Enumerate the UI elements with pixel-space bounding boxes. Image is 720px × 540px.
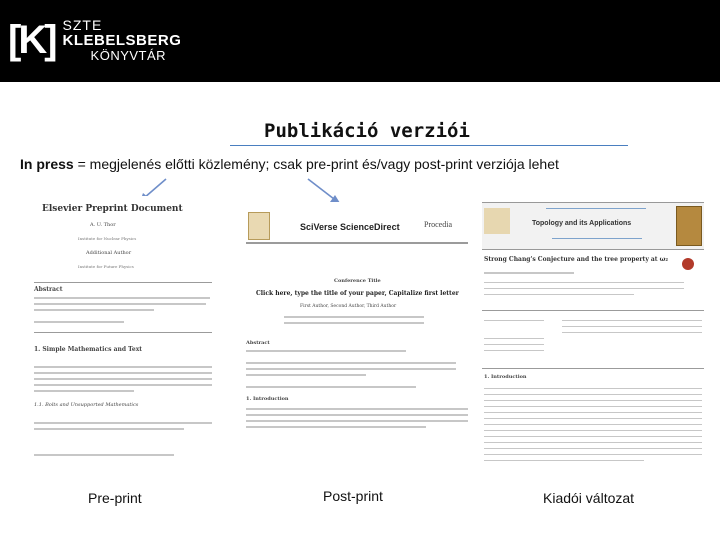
text-line <box>34 428 184 430</box>
text-line <box>34 366 212 368</box>
publisher-section-1: 1. Introduction <box>484 374 527 380</box>
rule <box>34 282 212 283</box>
text-line <box>246 350 406 352</box>
preprint-section-1: 1. Simple Mathematics and Text <box>34 346 143 353</box>
subtitle-definition: = megjelenés előtti közlemény; csak pre-print és/vagy post-print verziója lehet <box>73 156 559 172</box>
text-line <box>484 424 702 425</box>
publisher-paper-title: Strong Chang's Conjecture and the tree property at ω₂ <box>484 256 668 263</box>
rule <box>482 310 704 311</box>
text-line <box>34 378 212 380</box>
text-line <box>484 448 702 449</box>
postprint-abstract-heading: Abstract <box>246 340 270 346</box>
text-line <box>484 272 574 274</box>
header-bar <box>0 0 720 82</box>
text-line <box>34 384 212 386</box>
text-line <box>246 426 426 428</box>
subtitle-term: In press <box>20 156 74 172</box>
text-line <box>484 338 544 339</box>
slide-subtitle <box>20 156 559 172</box>
text-line <box>484 460 644 461</box>
text-line <box>246 368 456 370</box>
preprint-thumbnail <box>30 196 216 466</box>
text-line <box>484 442 702 443</box>
postprint-paper-title: Click here, type the title of your paper, Capitalize first letter <box>256 290 459 297</box>
text-line <box>284 322 424 324</box>
publisher-version-thumbnail <box>482 192 704 470</box>
text-line <box>284 316 424 318</box>
text-line <box>484 344 544 345</box>
preprint-section-1-1: 1.1. Bolts and Unsupported Mathematics <box>34 402 139 408</box>
text-line <box>34 454 174 456</box>
logo-line-1: SZTE <box>62 16 103 33</box>
preprint-author-2: Institute for Nuclear Physics <box>78 236 137 241</box>
text-line <box>484 418 702 419</box>
preprint-author-4: Institute for Future Physics <box>78 264 134 269</box>
rule <box>482 368 704 369</box>
postprint-header-left: SciVerse ScienceDirect <box>300 222 400 232</box>
text-line <box>246 374 366 376</box>
text-line <box>34 422 212 424</box>
text-line <box>34 390 134 392</box>
logo-text <box>63 18 182 63</box>
text-line <box>484 394 702 395</box>
logo-line-3: KÖNYVTÁR <box>90 47 167 63</box>
publisher-journal-name: Topology and its Applications <box>532 220 632 227</box>
preprint-author-1: A. U. Thor <box>90 222 116 228</box>
text-line <box>484 436 702 437</box>
text-line <box>562 320 702 321</box>
logo-line-2: KLEBELSBERG <box>62 31 182 49</box>
crossmark-icon <box>682 258 694 270</box>
library-logo[interactable] <box>8 14 181 66</box>
text-line <box>246 408 468 410</box>
text-line <box>546 208 646 209</box>
postprint-thumbnail <box>244 202 470 434</box>
text-line <box>562 326 702 327</box>
text-line <box>34 372 212 374</box>
text-line <box>484 288 684 289</box>
text-line <box>484 388 702 389</box>
caption-publisher-version: Kiadói változat <box>543 490 635 506</box>
postprint-header-right: Procedia <box>424 220 452 229</box>
text-line <box>484 430 702 431</box>
text-line <box>484 320 544 321</box>
text-line <box>34 297 210 299</box>
text-line <box>246 414 468 416</box>
text-line <box>484 454 702 455</box>
journal-cover-icon <box>676 206 702 246</box>
slide-title: Publikáció verziói <box>264 120 470 142</box>
preprint-author-3: Additional Author <box>86 250 132 256</box>
text-line <box>34 309 154 311</box>
text-line <box>484 406 702 407</box>
caption-preprint: Pre-print <box>88 490 142 506</box>
text-line <box>34 321 124 323</box>
text-line <box>484 400 702 401</box>
title-underline <box>230 145 628 146</box>
postprint-section-1: 1. Introduction <box>246 396 289 402</box>
preprint-abstract-heading: Abstract <box>34 286 63 293</box>
text-line <box>552 238 642 239</box>
postprint-conference-title: Conference Title <box>334 278 381 284</box>
caption-postprint: Post-print <box>323 488 383 504</box>
elsevier-logo-icon <box>484 208 510 234</box>
postprint-authors: First Author, Second Author, Third Author <box>300 304 397 309</box>
text-line <box>246 386 416 388</box>
logo-mark: [K] <box>8 18 55 62</box>
preprint-heading: Elsevier Preprint Document <box>42 204 183 214</box>
rule <box>246 242 468 244</box>
text-line <box>34 303 206 305</box>
elsevier-tree-icon <box>248 212 270 240</box>
text-line <box>484 350 544 351</box>
text-line <box>246 420 468 422</box>
text-line <box>484 294 634 295</box>
text-line <box>484 412 702 413</box>
text-line <box>484 282 684 283</box>
text-line <box>562 332 702 333</box>
rule <box>34 332 212 333</box>
text-line <box>246 362 456 364</box>
